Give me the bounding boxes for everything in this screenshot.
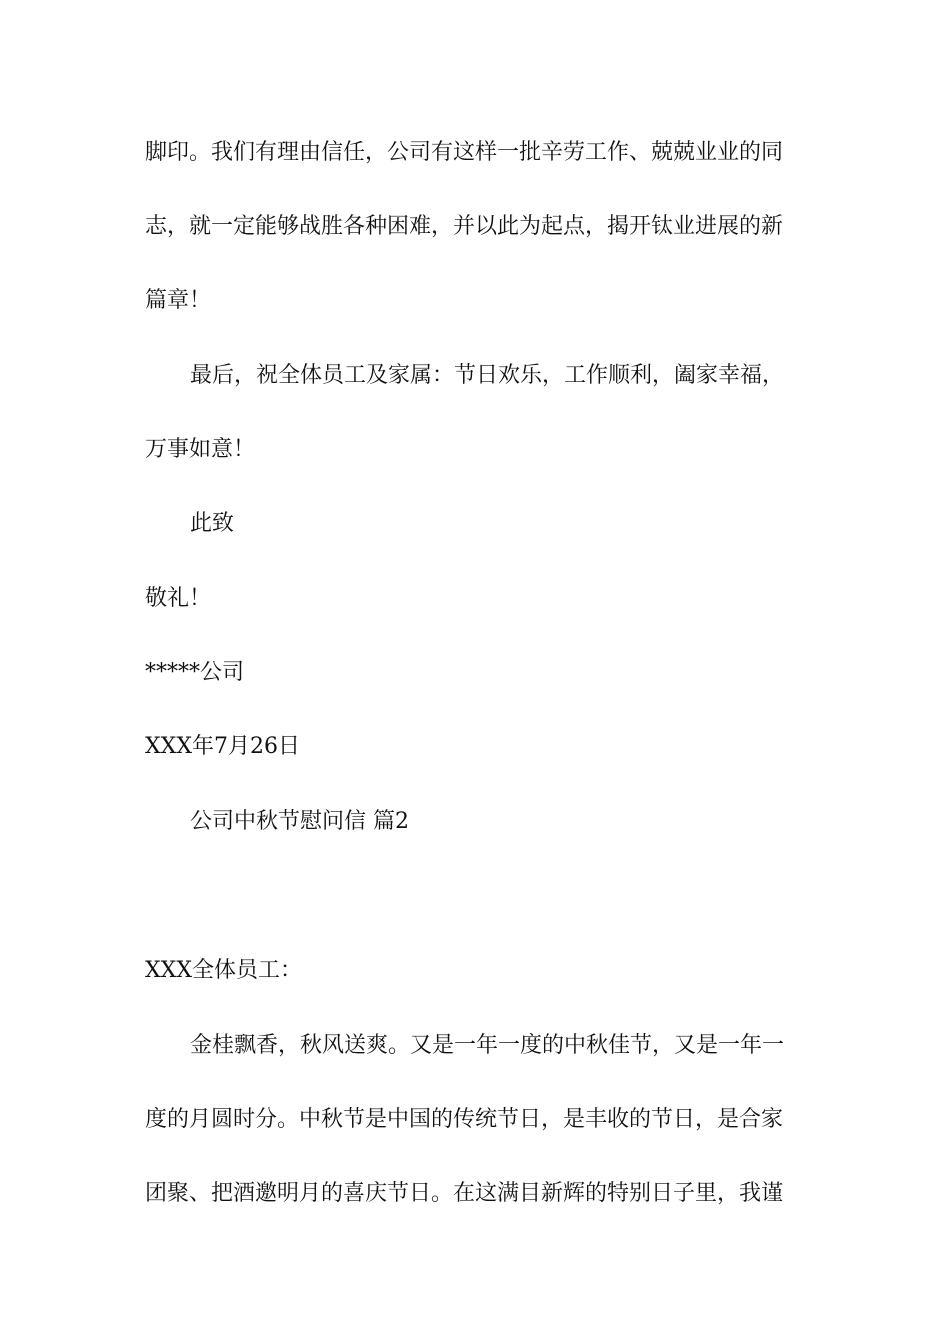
paragraph-line: 志，就一定能够战胜各种困难，并以此为起点，揭开钛业进展的新 [145, 214, 784, 239]
signature-company: *****公司 [145, 660, 245, 685]
paragraph-line: 篇章！ [145, 288, 212, 313]
closing-wishes-line: 万事如意！ [145, 437, 256, 462]
paragraph-line: 金桂飘香，秋风送爽。又是一年一度的中秋佳节，又是一年一 [190, 1033, 785, 1058]
paragraph-line: 脚印。我们有理由信任，公司有这样一批辛劳工作、兢兢业业的同 [145, 140, 784, 165]
paragraph-line: 团聚、把酒邀明月的喜庆节日。在这满目新辉的特别日子里，我谨 [145, 1181, 784, 1206]
letter-greeting: XXX全体员工： [145, 958, 302, 983]
paragraph-line: 度的月圆时分。中秋节是中国的传统节日，是丰收的节日，是合家 [145, 1107, 784, 1132]
salutation-line: 此致 [190, 511, 235, 536]
signature-date: XXX年7月26日 [145, 734, 300, 759]
salutation-line: 敬礼！ [145, 586, 212, 611]
closing-wishes-line: 最后，祝全体员工及家属：节日欢乐，工作顺利，阖家幸福， [190, 363, 785, 388]
section-heading: 公司中秋节慰问信 篇2 [190, 809, 409, 834]
